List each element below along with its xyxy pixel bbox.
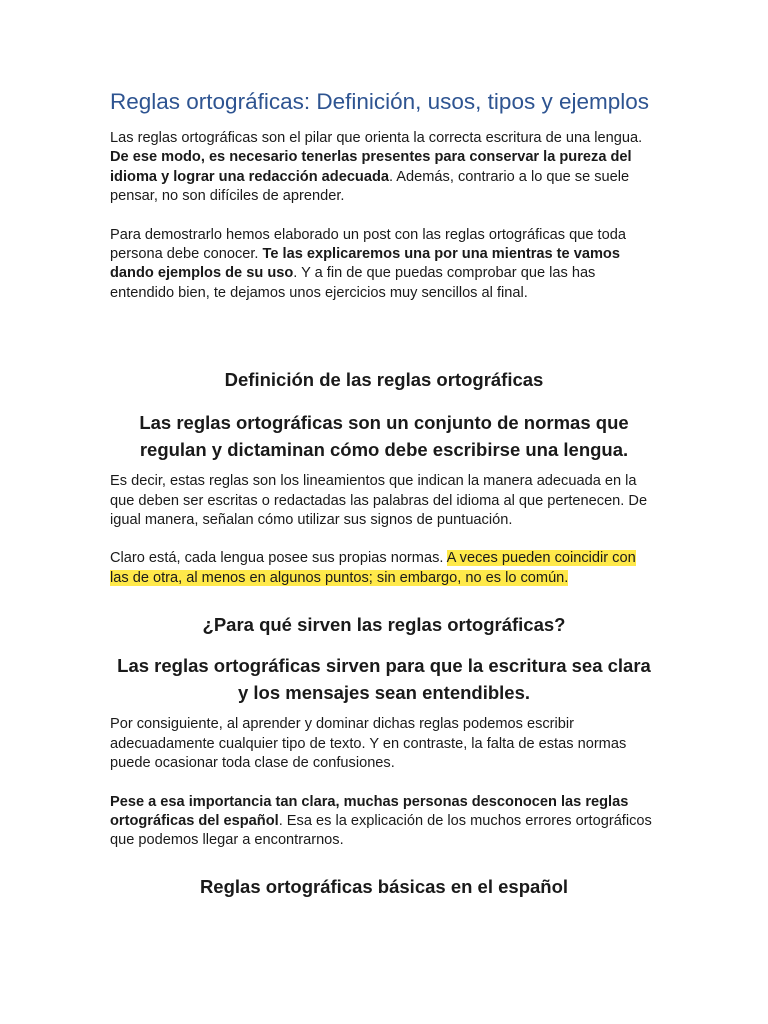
section-definition-heading: Definición de las reglas ortográficas bbox=[224, 369, 544, 391]
section-purpose-paragraph-1: Por consiguiente, al aprender y dominar dichas reglas podemos escribir adecuadamente cualquier tipo de texto. Y en contraste, la falta de estas normas puede ocasionar toda clase de confusiones. bbox=[110, 716, 627, 772]
section-purpose-p2-text: . Esa es la explicación de los muchos errores ortográficos que podemos llegar a encontrarnos. bbox=[110, 812, 652, 849]
intro-p1-text-a: Las reglas ortográficas son el pilar que orienta la correcta escritura de una lengua. bbox=[110, 130, 643, 146]
document-page bbox=[110, 86, 658, 899]
intro-p2-text-a: Para demostrarlo hemos elaborado un post con las reglas ortográficas que toda persona debe conocer. bbox=[110, 226, 626, 263]
spacer bbox=[110, 303, 658, 368]
section-basic-rules-heading: Reglas ortográficas básicas en el español bbox=[199, 875, 569, 897]
intro-paragraph-1 bbox=[110, 129, 658, 207]
section-purpose-p2-bold: Pese a esa importancia tan clara, muchas personas desconocen las reglas ortográficas del español bbox=[110, 793, 629, 829]
intro-p1-text-c: . Además, contrario a lo que se suele pensar, no son difíciles de aprender. bbox=[110, 168, 630, 205]
section-definition-p2-text: Claro está, cada lengua posee sus propias normas. bbox=[110, 550, 447, 567]
intro-p1-bold: De ese modo, es necesario tenerlas presentes para conservar la pureza del idioma y lograr una redacción adecuada bbox=[110, 149, 632, 185]
section-definition-paragraph-1: Es decir, estas reglas son los lineamientos que indican la manera adecuada en la que deben ser escritas o redactadas las palabras del idioma al que pertenecen. De igual manera, señalan cómo utilizar sus signos de puntuación. bbox=[110, 473, 648, 529]
intro-paragraph-2 bbox=[110, 226, 658, 304]
section-purpose-lead: Las reglas ortográficas sirven para que la escritura sea clara y los mensajes sean entendibles. bbox=[117, 655, 651, 703]
section-definition-lead: Las reglas ortográficas son un conjunto de normas que regulan y dictaminan cómo debe escribirse una lengua. bbox=[139, 412, 629, 460]
intro-p2-text-c: . Y a fin de que puedas comprobar que las has entendido bien, te dejamos unos ejercicios muy sencillos al final. bbox=[110, 265, 596, 301]
section-purpose-paragraph-2 bbox=[110, 793, 658, 851]
document-title: Reglas ortográficas: Definición, usos, tipos y ejemplos bbox=[110, 89, 650, 114]
intro-p2-bold: Te las explicaremos una por una mientras te vamos dando ejemplos de su uso bbox=[110, 246, 620, 282]
section-definition-paragraph-2 bbox=[110, 549, 658, 588]
section-purpose-heading: ¿Para qué sirven las reglas ortográficas? bbox=[202, 614, 566, 636]
highlighted-text: A veces pueden coincidir con las de otra, al menos en algunos puntos; sin embargo, no es lo común. bbox=[110, 550, 636, 586]
